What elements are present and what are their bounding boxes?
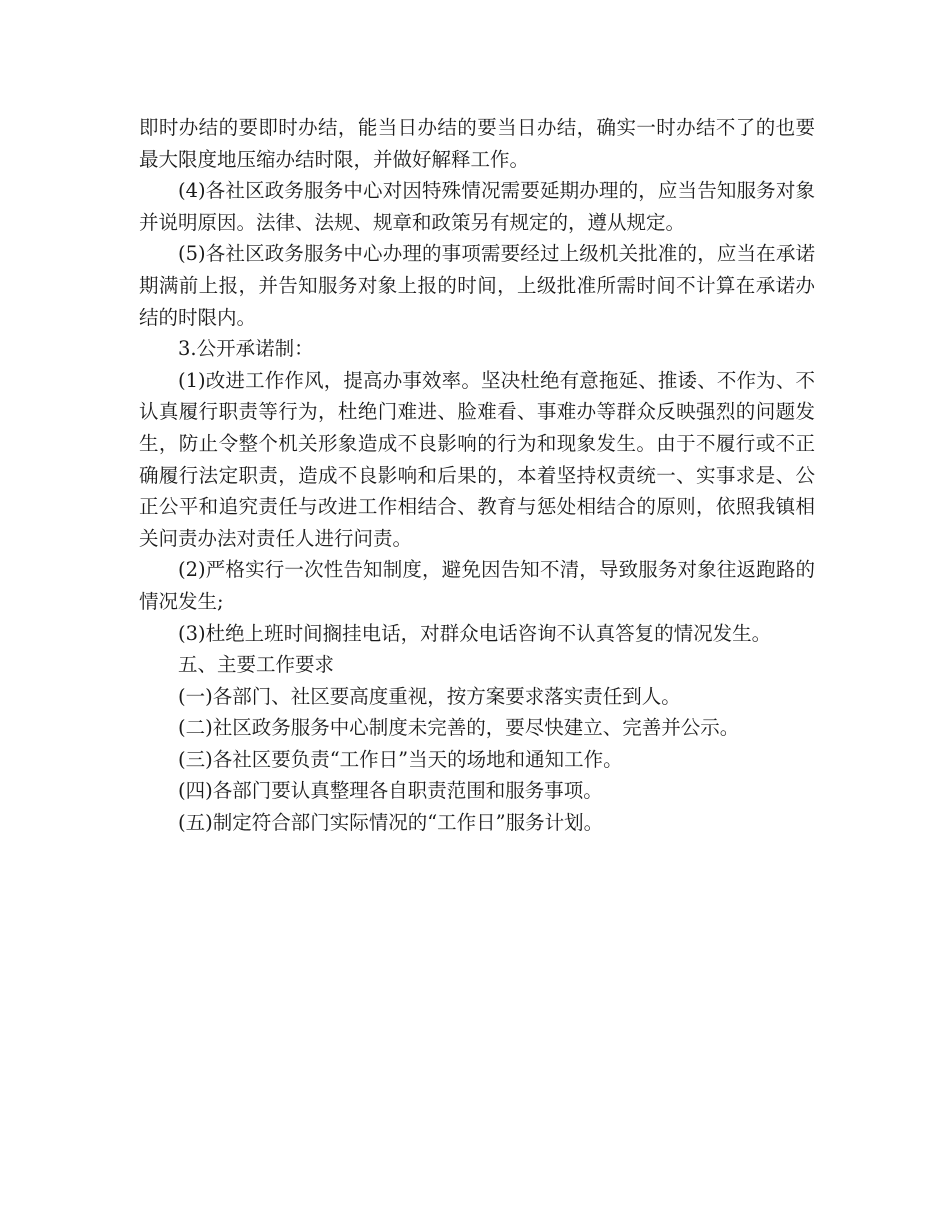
requirement-item-3: (三)各社区要负责“工作日”当天的场地和通知工作。	[178, 747, 623, 771]
paragraph-item-4: (4)各社区政务服务中心对因特殊情况需要延期办理的，应当告知服务对象并说明原因。法律、法规、规章和政策另有规定的，遵从规定。	[139, 179, 815, 234]
requirement-item-5: (五)制定符合部门实际情况的“工作日”服务计划。	[178, 811, 604, 835]
section-heading-work-requirements: 五、主要工作要求	[178, 653, 335, 677]
document-body	[139, 112, 815, 839]
requirement-item-2: (二)社区政务服务中心制度未完善的，要尽快建立、完善并公示。	[178, 716, 740, 740]
paragraph-commitment-3: (3)杜绝上班时间搁挂电话，对群众电话咨询不认真答复的情况发生。	[178, 621, 772, 645]
paragraph-commitment-2: (2)严格实行一次性告知制度，避免因告知不清，导致服务对象往返跑路的情况发生;	[139, 558, 815, 613]
paragraph-continuation: 即时办结的要即时办结，能当日办结的要当日办结，确实一时办结不了的也要最大限度地压缩办结时限，并做好解释工作。	[139, 116, 815, 171]
requirement-item-1: (一)各部门、社区要高度重视，按方案要求落实责任到人。	[178, 684, 681, 708]
paragraph-commitment-1: (1)改进工作作风，提高办事效率。坚决杜绝有意拖延、推诿、不作为、不认真履行职责等行为，杜绝门难进、脸难看、事难办等群众反映强烈的问题发生，防止令整个机关形象造成不良影响的行为和现象发生。由于不履行或不正确履行法定职责，造成不良影响和后果的，本着坚持权责统一、实事求是、公正公平和追究责任与改进工作相结合、教育与惩处相结合的原则，依照我镇相关问责办法对责任人进行问责。	[139, 368, 815, 550]
paragraph-item-5: (5)各社区政务服务中心办理的事项需要经过上级机关批准的，应当在承诺期满前上报，并告知服务对象上报的时间，上级批准所需时间不计算在承诺办结的时限内。	[139, 242, 815, 329]
section-heading-public-commitment: 3.公开承诺制：	[178, 337, 314, 361]
requirement-item-4: (四)各部门要认真整理各自职责范围和服务事项。	[178, 779, 603, 803]
